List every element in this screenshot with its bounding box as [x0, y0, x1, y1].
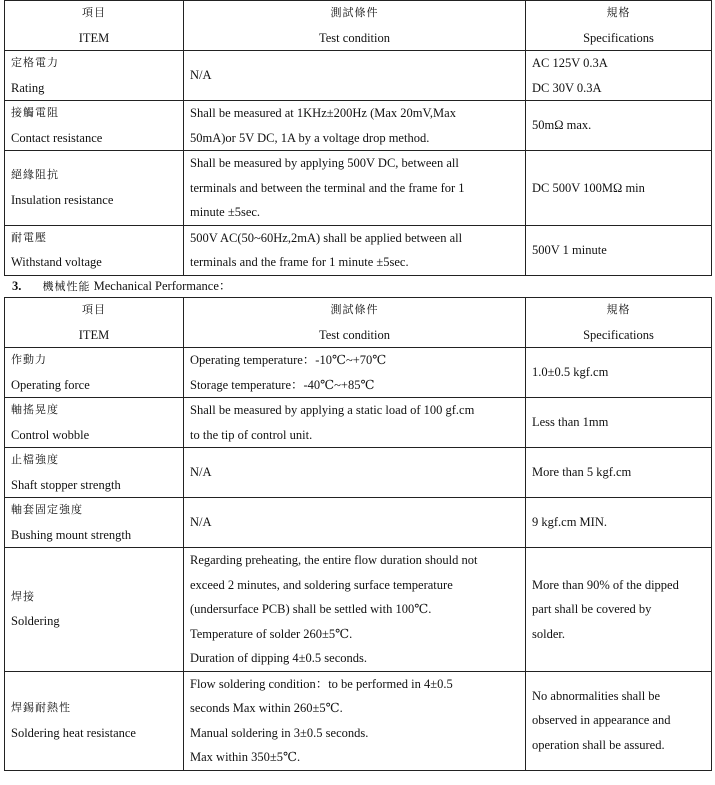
condition-header-en: Test condition [319, 327, 390, 342]
table-row [5, 51, 712, 101]
item-header-zh: 項目 [82, 303, 106, 316]
item-name-en: Shaft stopper strength [11, 477, 121, 492]
item-header [5, 298, 184, 348]
item-name-zh: 焊錫耐熱性 [11, 701, 71, 714]
condition-cell [184, 448, 526, 498]
condition-cell [184, 151, 526, 226]
cell-line: (undersurface PCB) shall be settled with 100℃. [190, 602, 432, 616]
header-row [5, 298, 712, 348]
spec-header-zh: 規格 [606, 303, 631, 316]
cell-line: minute ±5sec. [190, 205, 261, 219]
cell-line: Temperature of solder 260±5℃. [190, 626, 353, 641]
condition-cell [184, 225, 526, 275]
cell-line: More than 90% of the dipped [532, 577, 679, 592]
spec-header-zh: 規格 [606, 6, 631, 19]
condition-cell [184, 348, 526, 398]
spec-header-en: Specifications [583, 327, 654, 342]
section-number: 3. [12, 279, 22, 293]
item-cell [5, 448, 184, 498]
cell-line: solder. [532, 626, 565, 641]
spec-cell [526, 151, 712, 226]
item-name-zh: 作動力 [11, 353, 47, 366]
cell-line: terminals and the frame for 1 minute ±5sec. [190, 255, 409, 269]
item-name-en: Soldering [11, 614, 60, 629]
table-row [5, 548, 712, 672]
condition-header [184, 298, 526, 348]
spec-cell [526, 51, 712, 101]
condition-cell [184, 101, 526, 151]
cell-line: Shall be measured at 1KHz±200Hz (Max 20mV,Max [190, 106, 456, 120]
item-name-en: Insulation resistance [11, 192, 114, 207]
cell-line: Manual soldering in 3±0.5 seconds. [190, 725, 369, 740]
cell-line: N/A [190, 465, 212, 480]
table-row [5, 101, 712, 151]
item-name-zh: 焊接 [11, 589, 35, 603]
cell-line: operation shall be assured. [532, 737, 665, 752]
section-title-zh: 機械性能 [42, 280, 91, 293]
cell-line: seconds Max within 260±5℃. [190, 701, 343, 715]
item-name-zh: 定格電力 [11, 56, 59, 69]
cell-line: AC 125V 0.3A [532, 56, 608, 70]
condition-header-zh: 測試條件 [330, 6, 379, 19]
item-cell [5, 151, 184, 226]
spec-cell [526, 398, 712, 448]
spec-cell [526, 348, 712, 398]
item-name-en: Control wobble [11, 427, 90, 442]
item-cell [5, 225, 184, 275]
header-row [5, 1, 712, 51]
condition-cell [184, 548, 526, 672]
table-row [5, 398, 712, 448]
spec-cell [526, 548, 712, 672]
item-name-zh: 耐電壓 [11, 230, 47, 244]
item-cell [5, 51, 184, 101]
cell-line: 9 kgf.cm MIN. [532, 515, 607, 530]
cell-line: Duration of dipping 4±0.5 seconds. [190, 651, 367, 665]
item-header-zh: 項目 [82, 6, 106, 19]
cell-line: Less than 1mm [532, 415, 609, 430]
condition-cell [184, 398, 526, 448]
condition-header-zh: 測試條件 [330, 303, 379, 316]
cell-line: terminals and between the terminal and the frame for 1 [190, 180, 465, 195]
cell-line: Storage temperature：-40℃~+85℃ [190, 377, 375, 392]
item-cell [5, 498, 184, 548]
item-header [5, 1, 184, 51]
cell-line: to the tip of control unit. [190, 427, 313, 442]
cell-line: Flow soldering condition：to be performed in 4±0.5 [190, 676, 453, 691]
cell-line: Shall be measured by applying 500V DC, between all [190, 156, 459, 170]
table-row [5, 348, 712, 398]
item-cell [5, 348, 184, 398]
item-name-en: Rating [11, 80, 45, 95]
cell-line: More than 5 kgf.cm [532, 465, 632, 480]
cell-line: DC 30V 0.3A [532, 80, 602, 95]
cell-line: 50mA)or 5V DC, 1A by a voltage drop method. [190, 130, 430, 145]
condition-cell [184, 671, 526, 770]
cell-line: Shall be measured by applying a static load of 100 gf.cm [190, 403, 475, 417]
item-header-en: ITEM [78, 30, 110, 45]
item-cell [5, 671, 184, 770]
cell-line: 500V AC(50~60Hz,2mA) shall be applied between all [190, 230, 463, 245]
condition-cell [184, 51, 526, 101]
cell-line: observed in appearance and [532, 713, 671, 728]
item-name-en: Withstand voltage [11, 255, 102, 269]
cell-line: Regarding preheating, the entire flow duration should not [190, 553, 478, 567]
cell-line: 1.0±0.5 kgf.cm [532, 365, 609, 380]
item-cell [5, 101, 184, 151]
spec-cell [526, 448, 712, 498]
item-name-en: Soldering heat resistance [11, 725, 136, 740]
condition-cell [184, 498, 526, 548]
table-row [5, 225, 712, 275]
item-cell [5, 398, 184, 448]
spec-header-en: Specifications [583, 30, 654, 45]
cell-line: Operating temperature：-10℃~+70℃ [190, 353, 387, 367]
item-name-zh: 軸套固定強度 [11, 503, 83, 516]
spec-cell [526, 101, 712, 151]
cell-line: N/A [190, 68, 212, 83]
item-name-zh: 絕緣阻抗 [11, 168, 59, 182]
item-name-en: Bushing mount strength [11, 527, 132, 542]
cell-line: exceed 2 minutes, and soldering surface temperature [190, 577, 453, 592]
spec-header [526, 1, 712, 51]
section-heading [12, 275, 231, 298]
cell-line: N/A [190, 515, 212, 530]
table-row [5, 448, 712, 498]
item-cell [5, 548, 184, 672]
spec-header [526, 298, 712, 348]
cell-line: part shall be covered by [532, 602, 652, 616]
item-name-zh: 接觸電阻 [11, 106, 59, 119]
mechanical-table [4, 297, 712, 771]
condition-header [184, 1, 526, 51]
section-title-en: Mechanical Performance： [93, 279, 232, 293]
cell-line: 50mΩ max. [532, 118, 592, 133]
spec-cell [526, 671, 712, 770]
cell-line: No abnormalities shall be [532, 688, 661, 703]
item-name-zh: 軸搖晃度 [11, 403, 59, 416]
table-row [5, 151, 712, 226]
cell-line: Max within 350±5℃. [190, 750, 301, 764]
spec-cell [526, 225, 712, 275]
item-name-en: Operating force [11, 377, 90, 392]
cell-line: DC 500V 100MΩ min [532, 180, 645, 195]
electrical-table [4, 0, 712, 276]
item-name-en: Contact resistance [11, 130, 103, 145]
table-row [5, 671, 712, 770]
table-row [5, 498, 712, 548]
cell-line: 500V 1 minute [532, 242, 607, 257]
spec-cell [526, 498, 712, 548]
item-name-zh: 止檔強度 [11, 453, 59, 466]
item-header-en: ITEM [78, 327, 110, 342]
condition-header-en: Test condition [319, 30, 390, 45]
